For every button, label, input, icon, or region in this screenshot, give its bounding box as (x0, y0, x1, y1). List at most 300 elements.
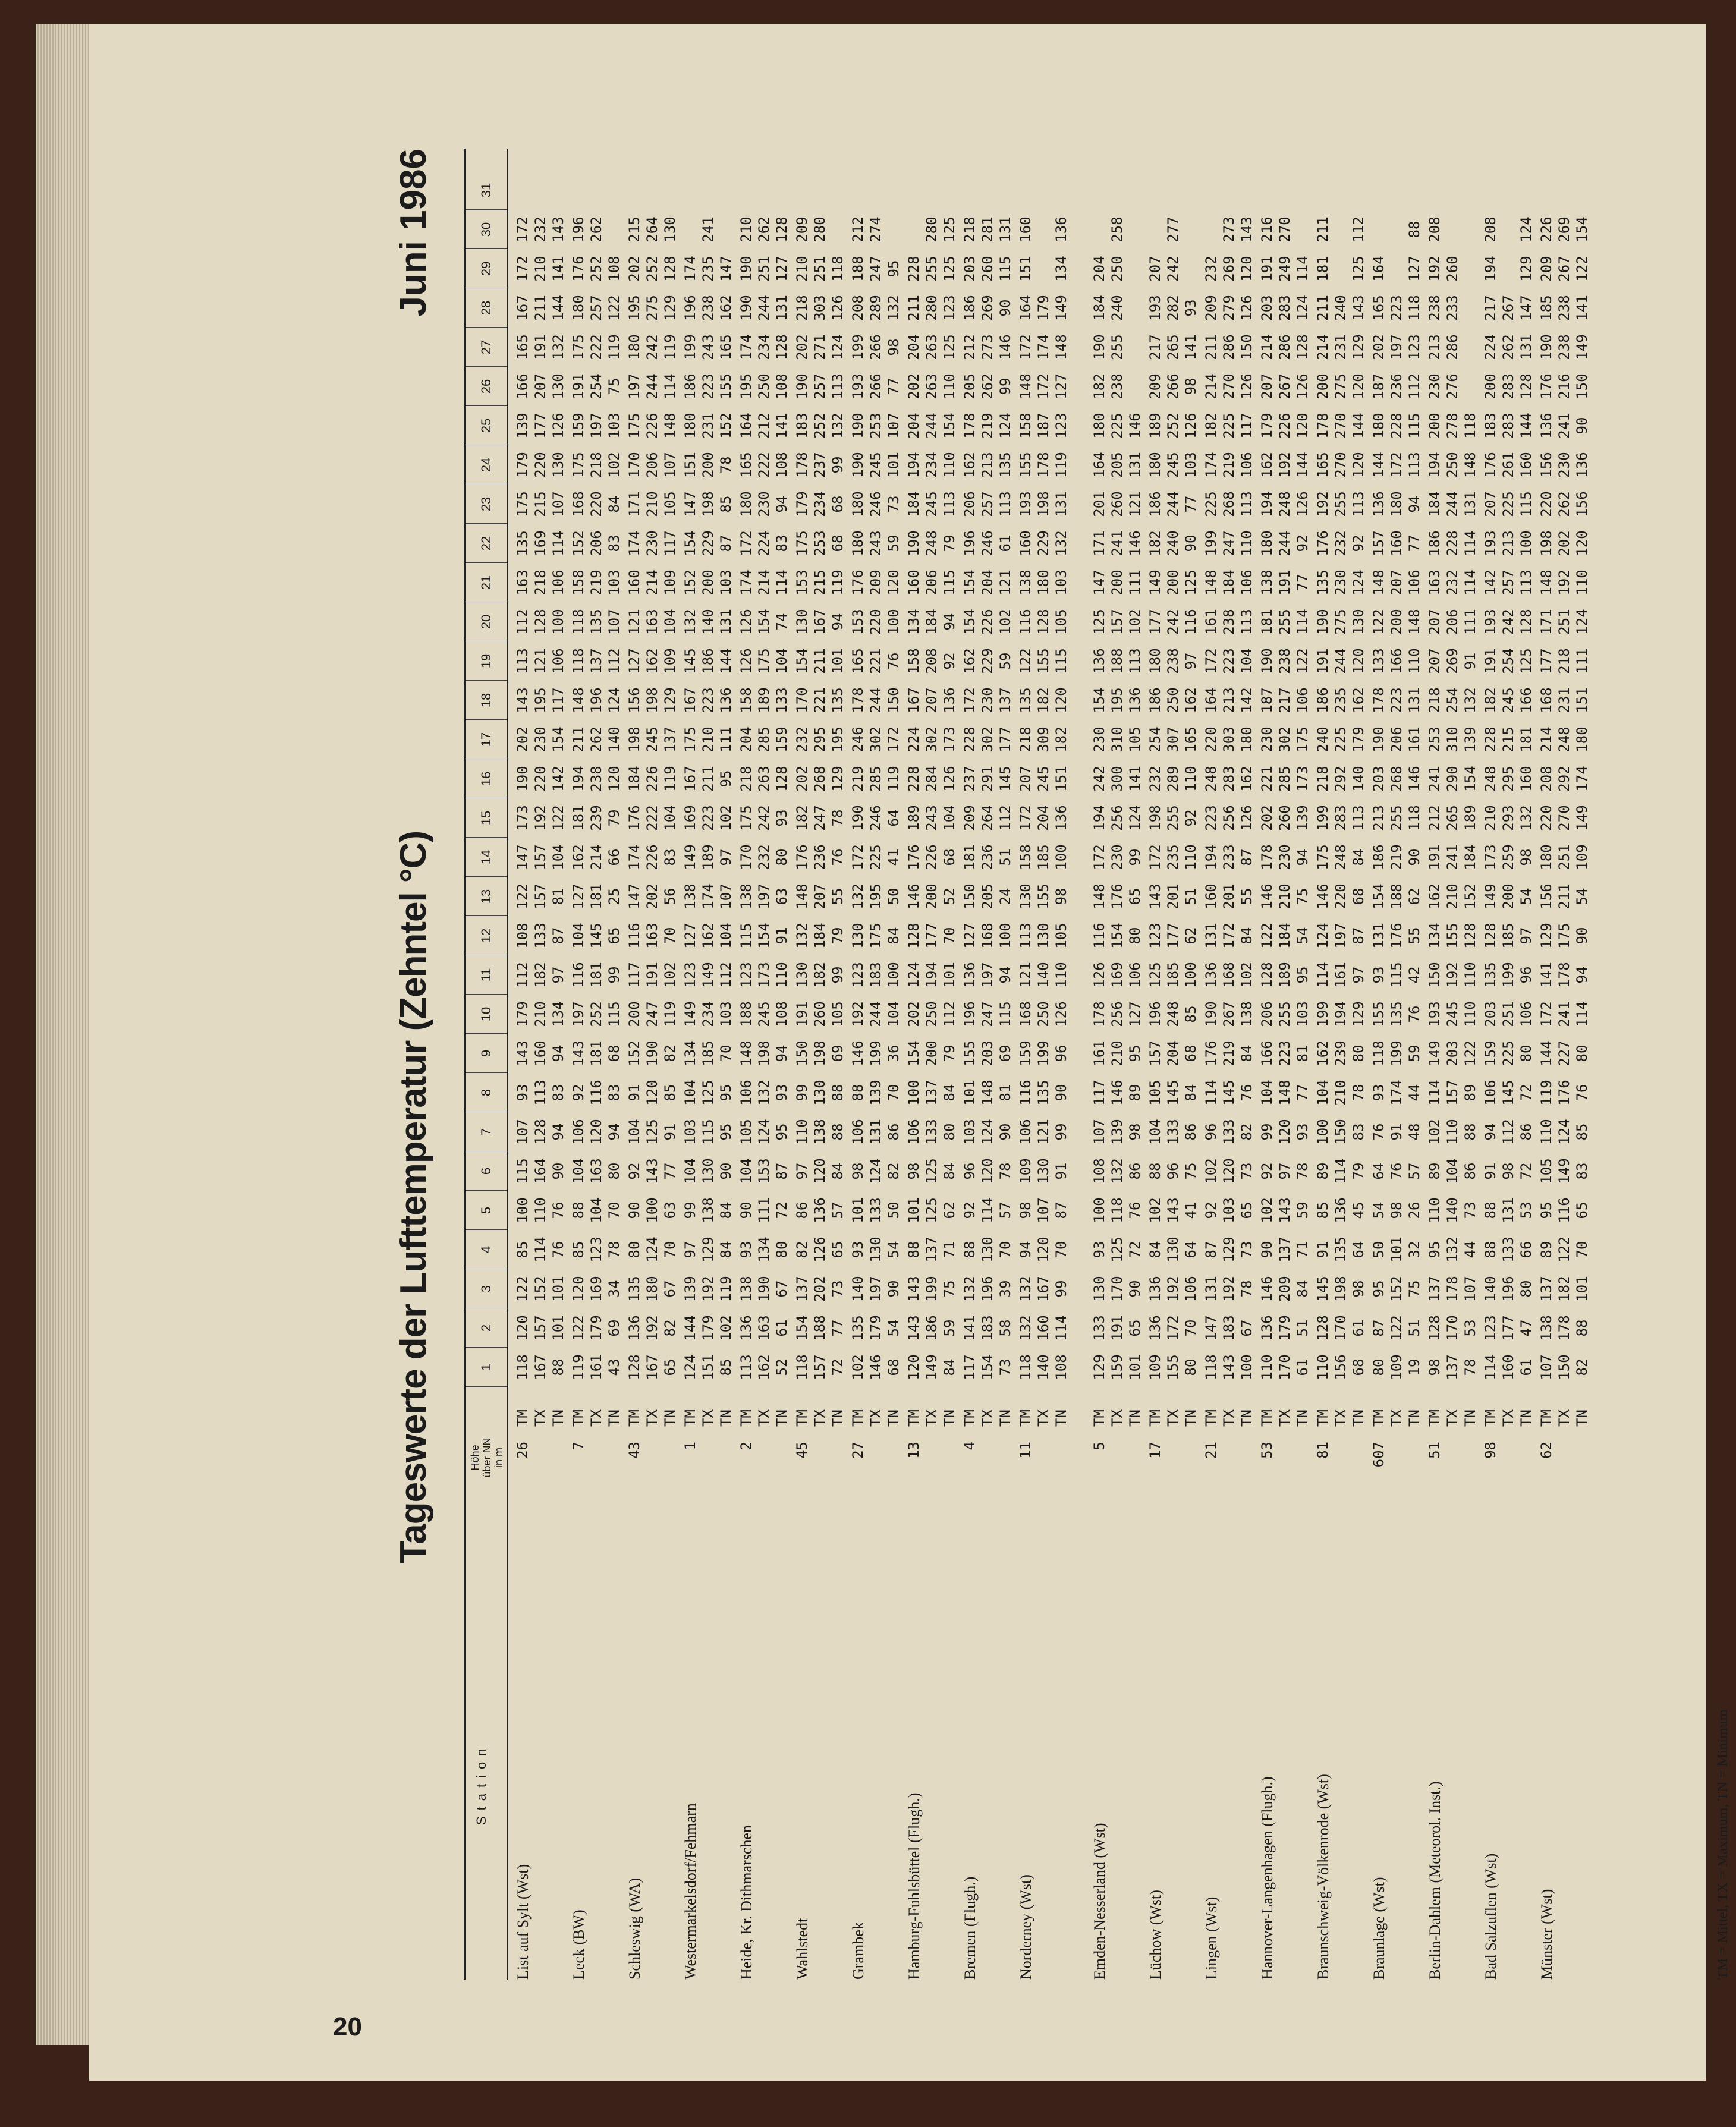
temperature-value: 239 (588, 805, 605, 831)
temperature-value: 113 (738, 1354, 754, 1380)
temperature-value: 143 (1276, 1197, 1293, 1223)
temperature-value: 184 (1276, 923, 1293, 949)
temperature-value: 223 (1276, 1040, 1293, 1066)
station-name: Bad Salzuflen (Wst) (1482, 1853, 1499, 1980)
measure-label: TM (1147, 1409, 1163, 1427)
measure-label: TX (1388, 1409, 1405, 1427)
column-divider (466, 837, 507, 838)
temperature-value: 269 (1556, 216, 1573, 243)
temperature-value: 186 (923, 1315, 940, 1341)
temperature-value: 119 (885, 766, 902, 792)
temperature-value: 181 (588, 962, 605, 988)
temperature-value: 209 (794, 216, 810, 243)
temperature-value: 190 (514, 766, 531, 792)
temperature-value: 211 (905, 295, 922, 321)
temperature-value: 163 (1426, 569, 1443, 596)
temperature-value: 182 (1091, 373, 1108, 399)
temperature-value: 221 (867, 648, 884, 674)
temperature-value: 200 (1500, 883, 1517, 910)
station-name: Lüchow (Wst) (1147, 1890, 1164, 1980)
day-column-header: 15 (479, 810, 493, 826)
temperature-value: 90 (738, 1201, 754, 1219)
temperature-value: 94 (1482, 1123, 1499, 1141)
temperature-value: 166 (1518, 687, 1534, 713)
temperature-value: 228 (905, 256, 922, 282)
temperature-value: 198 (1035, 491, 1052, 517)
temperature-value: 230 (1109, 844, 1125, 870)
temperature-value: 269 (1444, 648, 1461, 674)
temperature-value: 145 (1314, 1276, 1331, 1302)
temperature-value: 84 (1294, 1280, 1311, 1298)
temperature-value: 289 (867, 295, 884, 321)
temperature-value: 131 (1053, 491, 1070, 517)
temperature-value: 87 (718, 534, 734, 552)
temperature-value: 136 (1127, 687, 1143, 713)
temperature-value: 209 (1203, 295, 1219, 321)
temperature-value: 160 (1017, 530, 1034, 556)
temperature-value: 219 (1221, 452, 1237, 478)
column-divider (466, 994, 507, 995)
measure-label: TN (773, 1409, 790, 1427)
temperature-value: 75 (1294, 888, 1311, 905)
temperature-value: 175 (794, 530, 810, 556)
temperature-value: 241 (1556, 413, 1573, 439)
temperature-value: 286 (1221, 334, 1237, 360)
temperature-value: 111 (1127, 569, 1143, 596)
temperature-value: 190 (905, 530, 922, 556)
station-hoehe: 51 (1426, 1442, 1443, 1459)
temperature-value: 262 (756, 216, 772, 243)
temperature-value: 194 (923, 962, 940, 988)
temperature-value: 114 (1294, 609, 1311, 635)
temperature-value: 143 (514, 687, 531, 713)
measure-label: TX (1444, 1409, 1461, 1427)
temperature-value: 192 (1276, 452, 1293, 478)
temperature-value: 53 (1518, 1201, 1534, 1219)
temperature-value: 142 (550, 766, 567, 792)
temperature-value: 141 (773, 413, 790, 439)
temperature-value: 131 (1203, 1276, 1219, 1302)
temperature-value: 77 (885, 377, 902, 395)
temperature-value: 107 (885, 413, 902, 439)
temperature-value: 148 (1370, 569, 1387, 596)
temperature-value: 226 (644, 844, 661, 870)
temperature-value: 180 (1147, 452, 1163, 478)
temperature-value: 191 (1109, 1315, 1125, 1341)
temperature-value: 115 (1388, 962, 1405, 988)
temperature-value: 104 (885, 1001, 902, 1027)
temperature-value: 98 (1388, 1201, 1405, 1219)
temperature-value: 139 (514, 413, 531, 439)
temperature-value: 94 (773, 495, 790, 513)
temperature-value: 79 (606, 809, 622, 827)
station-name: Münster (Wst) (1538, 1889, 1555, 1980)
temperature-value: 110 (1053, 962, 1070, 988)
temperature-value: 268 (1221, 491, 1237, 517)
temperature-value: 83 (1350, 1123, 1367, 1141)
temperature-value: 100 (997, 923, 1014, 949)
temperature-value: 184 (626, 766, 643, 792)
temperature-value: 110 (1574, 569, 1590, 596)
temperature-value: 180 (738, 491, 754, 517)
temperature-value: 217 (1276, 687, 1293, 713)
temperature-value: 155 (1035, 883, 1052, 910)
temperature-value: 86 (885, 1123, 902, 1141)
temperature-value: 25 (606, 888, 622, 905)
temperature-value: 244 (867, 1001, 884, 1027)
temperature-value: 77 (829, 1319, 846, 1337)
temperature-value: 106 (1238, 452, 1255, 478)
temperature-value: 162 (700, 923, 716, 949)
temperature-value: 143 (550, 216, 567, 243)
temperature-value: 180 (1574, 726, 1590, 753)
temperature-value: 146 (1109, 1080, 1125, 1106)
temperature-value: 84 (885, 927, 902, 945)
temperature-value: 84 (941, 1084, 958, 1102)
temperature-value: 85 (514, 1241, 531, 1258)
temperature-value: 257 (1500, 569, 1517, 596)
temperature-value: 95 (1370, 1280, 1387, 1298)
temperature-value: 99 (1053, 1280, 1070, 1298)
measure-label: TX (1332, 1409, 1349, 1427)
temperature-value: 72 (1518, 1162, 1534, 1180)
temperature-value: 218 (1556, 648, 1573, 674)
temperature-value: 232 (1444, 569, 1461, 596)
page-title: Tageswerte der Lufttemperatur (Zehntel °C) (393, 830, 434, 1563)
temperature-value: 266 (1165, 373, 1181, 399)
temperature-value: 264 (644, 216, 661, 243)
temperature-value: 236 (979, 844, 996, 870)
column-divider (466, 1190, 507, 1191)
temperature-value: 241 (1444, 844, 1461, 870)
temperature-value: 150 (1332, 1119, 1349, 1145)
temperature-value: 180 (1259, 530, 1275, 556)
temperature-value: 167 (682, 687, 699, 713)
temperature-value: 238 (1556, 295, 1573, 321)
station-hoehe: 11 (1017, 1442, 1034, 1459)
temperature-value: 300 (1109, 766, 1125, 792)
temperature-value: 194 (905, 452, 922, 478)
temperature-value: 160 (1518, 766, 1534, 792)
temperature-value: 144 (1518, 413, 1534, 439)
column-divider (466, 680, 507, 681)
temperature-value: 290 (1444, 766, 1461, 792)
temperature-value: 118 (570, 648, 587, 674)
temperature-value: 109 (662, 648, 678, 674)
temperature-value: 152 (682, 569, 699, 596)
temperature-value: 86 (1518, 1123, 1534, 1141)
temperature-value: 120 (644, 1080, 661, 1106)
temperature-value: 238 (1109, 373, 1125, 399)
temperature-value: 149 (682, 1001, 699, 1027)
temperature-value: 106 (738, 1080, 754, 1106)
station-name: Lingen (Wst) (1203, 1896, 1220, 1980)
temperature-value: 89 (1538, 1241, 1555, 1258)
temperature-value: 204 (905, 334, 922, 360)
temperature-value: 138 (1259, 569, 1275, 596)
temperature-value: 245 (1444, 1001, 1461, 1027)
temperature-value: 283 (1500, 373, 1517, 399)
station-row (1147, 149, 1203, 1980)
temperature-value: 182 (812, 962, 828, 988)
temperature-value: 175 (756, 648, 772, 674)
temperature-value: 145 (682, 648, 699, 674)
temperature-value: 193 (1426, 1001, 1443, 1027)
temperature-value: 132 (885, 295, 902, 321)
temperature-value: 197 (570, 1001, 587, 1027)
temperature-value: 189 (905, 805, 922, 831)
temperature-value: 267 (1221, 1001, 1237, 1027)
temperature-value: 190 (850, 452, 866, 478)
temperature-value: 205 (979, 883, 996, 910)
temperature-value: 207 (1426, 609, 1443, 635)
temperature-value: 65 (1127, 888, 1143, 905)
temperature-value: 182 (794, 805, 810, 831)
temperature-value: 167 (532, 1354, 549, 1380)
temperature-value: 241 (1426, 766, 1443, 792)
temperature-value: 144 (718, 648, 734, 674)
temperature-value: 174 (1035, 334, 1052, 360)
temperature-value: 154 (961, 609, 978, 635)
temperature-value: 182 (1203, 413, 1219, 439)
temperature-value: 93 (1183, 299, 1199, 317)
measure-label: TX (1221, 1409, 1237, 1427)
temperature-value: 178 (1556, 962, 1573, 988)
temperature-value: 232 (1203, 256, 1219, 282)
temperature-value: 94 (550, 1123, 567, 1141)
temperature-value: 162 (1350, 687, 1367, 713)
temperature-value: 84 (1238, 1044, 1255, 1062)
temperature-value: 267 (1276, 373, 1293, 399)
temperature-value: 128 (1259, 962, 1275, 988)
temperature-value: 248 (1203, 766, 1219, 792)
temperature-value: 155 (961, 1040, 978, 1066)
temperature-value: 79 (829, 927, 846, 945)
temperature-value: 221 (812, 687, 828, 713)
temperature-value: 215 (532, 491, 549, 517)
temperature-value: 162 (570, 844, 587, 870)
station-row (1017, 149, 1073, 1980)
temperature-value: 82 (1238, 1123, 1255, 1141)
temperature-value: 125 (941, 334, 958, 360)
temperature-value: 199 (1203, 530, 1219, 556)
temperature-value: 127 (626, 648, 643, 674)
temperature-value: 136 (812, 1197, 828, 1223)
temperature-value: 275 (644, 295, 661, 321)
temperature-value: 164 (1091, 452, 1108, 478)
temperature-value: 209 (1276, 1276, 1293, 1302)
temperature-value: 84 (1183, 1084, 1199, 1102)
temperature-value: 204 (905, 413, 922, 439)
temperature-value: 223 (1221, 648, 1237, 674)
temperature-value: 164 (532, 1158, 549, 1184)
temperature-value: 100 (1314, 1119, 1331, 1145)
temperature-value: 110 (532, 1197, 549, 1223)
temperature-value: 124 (1574, 609, 1590, 635)
temperature-value: 104 (773, 648, 790, 674)
temperature-value: 157 (532, 883, 549, 910)
temperature-value: 262 (1556, 491, 1573, 517)
temperature-value: 206 (1259, 1001, 1275, 1027)
temperature-value: 97 (794, 1162, 810, 1180)
station-name: Berlin-Dahlem (Meteorol. Inst.) (1426, 1781, 1443, 1980)
temperature-value: 276 (1444, 373, 1461, 399)
temperature-value: 112 (718, 962, 734, 988)
temperature-value: 68 (829, 495, 846, 513)
temperature-value: 148 (1406, 609, 1423, 635)
temperature-value: 168 (570, 491, 587, 517)
day-column-header: 18 (479, 693, 493, 708)
temperature-value: 240 (1109, 295, 1125, 321)
temperature-value: 156 (1538, 452, 1555, 478)
temperature-value: 106 (1183, 1276, 1199, 1302)
measure-label: TM (738, 1409, 754, 1427)
temperature-value: 79 (1350, 1162, 1367, 1180)
temperature-value: 218 (794, 295, 810, 321)
temperature-value: 162 (961, 648, 978, 674)
temperature-value: 128 (1294, 334, 1311, 360)
temperature-value: 110 (1426, 1197, 1443, 1223)
temperature-value: 132 (682, 609, 699, 635)
temperature-value: 200 (626, 1001, 643, 1027)
temperature-value: 172 (1388, 452, 1405, 478)
station-name: Braunschweig-Völkenrode (Wst) (1314, 1774, 1332, 1980)
temperature-value: 44 (1406, 1084, 1423, 1102)
temperature-value: 248 (1276, 491, 1293, 517)
temperature-value: 67 (662, 1280, 678, 1298)
temperature-value: 266 (867, 334, 884, 360)
temperature-value: 210 (644, 491, 661, 517)
temperature-value: 204 (1165, 1040, 1181, 1066)
temperature-value: 193 (1017, 491, 1034, 517)
temperature-value: 187 (1370, 373, 1387, 399)
temperature-value: 152 (570, 530, 587, 556)
temperature-value: 282 (1165, 295, 1181, 321)
temperature-value: 218 (961, 216, 978, 243)
temperature-value: 148 (1091, 883, 1108, 910)
temperature-value: 73 (1238, 1162, 1255, 1180)
temperature-value: 104 (1147, 1119, 1163, 1145)
temperature-value: 165 (1183, 726, 1199, 753)
temperature-value: 128 (532, 1119, 549, 1145)
temperature-value: 102 (1203, 1158, 1219, 1184)
temperature-value: 252 (644, 256, 661, 282)
station-hoehe: 53 (1259, 1442, 1275, 1459)
temperature-value: 210 (1332, 1080, 1349, 1106)
temperature-value: 118 (514, 1354, 531, 1380)
temperature-value: 122 (1462, 1040, 1479, 1066)
table-header (464, 149, 508, 1980)
measure-label: TX (923, 1409, 940, 1427)
day-column-header: 21 (479, 575, 493, 590)
measure-label: TX (1556, 1409, 1573, 1427)
temperature-value: 237 (961, 766, 978, 792)
temperature-value: 106 (1127, 962, 1143, 988)
temperature-value: 180 (644, 1276, 661, 1302)
temperature-value: 182 (1053, 726, 1070, 753)
temperature-value: 211 (812, 648, 828, 674)
day-column-header: 3 (479, 1285, 493, 1293)
temperature-value: 179 (1035, 295, 1052, 321)
temperature-value: 92 (1294, 534, 1311, 552)
temperature-value: 118 (1462, 413, 1479, 439)
temperature-value: 120 (979, 1158, 996, 1184)
temperature-value: 211 (1314, 295, 1331, 321)
temperature-value: 218 (738, 766, 754, 792)
temperature-value: 157 (532, 844, 549, 870)
temperature-value: 133 (1165, 1119, 1181, 1145)
temperature-value: 123 (850, 962, 866, 988)
temperature-value: 138 (682, 883, 699, 910)
temperature-value: 221 (1259, 766, 1275, 792)
temperature-value: 198 (644, 687, 661, 713)
temperature-value: 123 (738, 962, 754, 988)
temperature-value: 252 (1165, 413, 1181, 439)
temperature-value: 130 (1035, 923, 1052, 949)
temperature-value: 128 (773, 216, 790, 243)
temperature-value: 146 (1127, 530, 1143, 556)
temperature-value: 222 (756, 452, 772, 478)
temperature-value: 56 (662, 888, 678, 905)
temperature-value: 64 (1183, 1241, 1199, 1258)
temperature-value: 197 (1388, 334, 1405, 360)
temperature-value: 140 (1035, 962, 1052, 988)
temperature-value: 185 (700, 1040, 716, 1066)
temperature-value: 135 (1017, 687, 1034, 713)
temperature-value: 104 (570, 1158, 587, 1184)
temperature-value: 128 (1518, 373, 1534, 399)
temperature-value: 174 (1574, 766, 1590, 792)
temperature-value: 114 (1294, 256, 1311, 282)
temperature-value: 135 (1482, 962, 1499, 988)
temperature-value: 244 (1332, 648, 1349, 674)
temperature-value: 198 (812, 1040, 828, 1066)
temperature-value: 149 (1574, 805, 1590, 831)
temperature-value: 151 (1053, 766, 1070, 792)
temperature-value: 76 (829, 848, 846, 866)
temperature-value: 191 (1314, 648, 1331, 674)
temperature-value: 128 (1482, 923, 1499, 949)
temperature-value: 139 (1109, 1119, 1125, 1145)
temperature-value: 209 (867, 569, 884, 596)
temperature-value: 143 (570, 1040, 587, 1066)
temperature-value: 139 (1462, 726, 1479, 753)
temperature-value: 106 (1017, 1119, 1034, 1145)
temperature-value: 94 (773, 1044, 790, 1062)
day-column-header: 27 (479, 339, 493, 355)
temperature-value: 240 (1165, 530, 1181, 556)
temperature-value: 76 (1238, 1084, 1255, 1102)
temperature-value: 76 (1370, 1123, 1387, 1141)
temperature-value: 222 (588, 334, 605, 360)
temperature-value: 136 (1538, 413, 1555, 439)
temperature-value: 195 (1109, 687, 1125, 713)
temperature-value: 280 (923, 216, 940, 243)
temperature-value: 146 (850, 1040, 866, 1066)
temperature-value: 136 (718, 687, 734, 713)
temperature-value: 184 (1426, 491, 1443, 517)
temperature-value: 172 (1538, 1001, 1555, 1027)
temperature-value: 230 (1426, 373, 1443, 399)
temperature-value: 131 (1462, 491, 1479, 517)
temperature-value: 211 (1556, 883, 1573, 910)
temperature-value: 97 (718, 848, 734, 866)
temperature-value: 257 (979, 491, 996, 517)
temperature-value: 286 (1444, 334, 1461, 360)
temperature-value: 231 (700, 413, 716, 439)
temperature-value: 84 (606, 495, 622, 513)
temperature-value: 179 (514, 452, 531, 478)
